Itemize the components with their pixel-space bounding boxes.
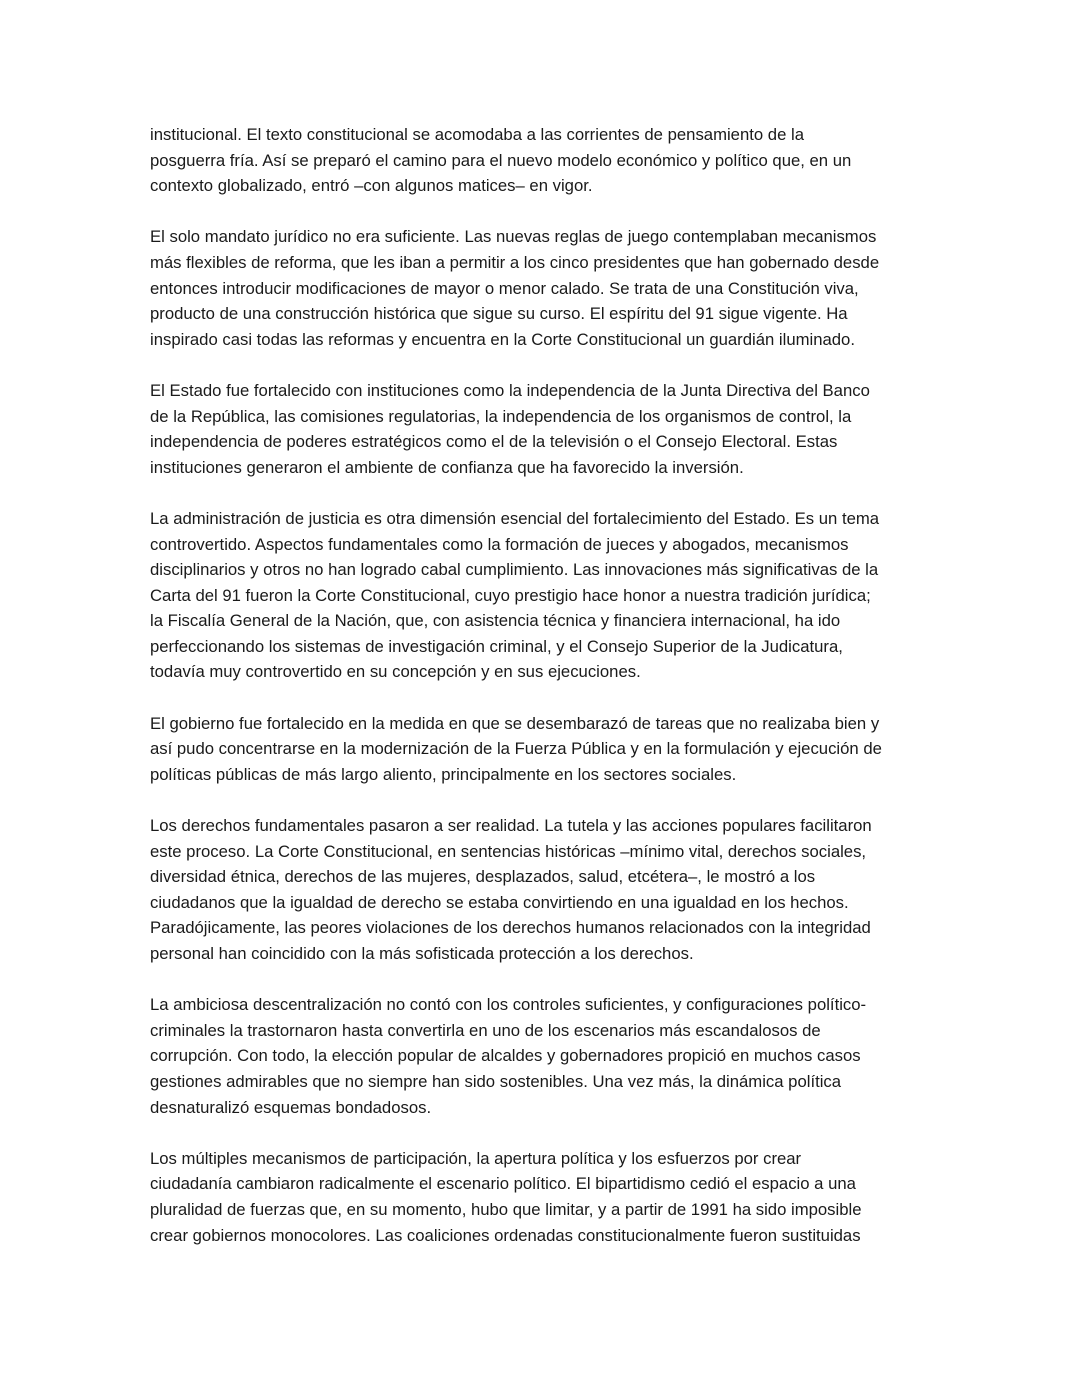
document-page: [150, 122, 940, 1274]
text-line: controvertido. Aspectos fundamentales como la formación de jueces y abogados, mecanismos: [150, 534, 849, 554]
text-line: crear gobiernos monocolores. Las coaliciones ordenadas constitucionalmente fueron sustituidas: [150, 1225, 861, 1245]
text-line: diversidad étnica, derechos de las mujeres, desplazados, salud, etcétera–, le mostró a los: [150, 867, 816, 887]
text-line: ciudadanos que la igualdad de derecho se estaba convirtiendo en una igualdad en los hechos.: [150, 892, 849, 912]
text-line: pluralidad de fuerzas que, en su momento, hubo que limitar, y a partir de 1991 ha sido imposible: [150, 1199, 862, 1219]
text-line: disciplinarios y otros no han logrado cabal cumplimiento. Las innovaciones más significativas de la: [150, 560, 879, 580]
text-line: ciudadanía cambiaron radicalmente el escenario político. El bipartidismo cedió el espacio a una: [150, 1174, 856, 1194]
text-line: El gobierno fue fortalecido en la medida en que se desembarazó de tareas que no realizaba bien y: [150, 713, 880, 733]
text-line: Los múltiples mecanismos de participación, la apertura política y los esfuerzos por crear: [150, 1148, 802, 1168]
paragraph: [150, 711, 940, 788]
text-line: criminales la trastornaron hasta convertirla en uno de los escenarios más escandalosos de: [150, 1020, 821, 1040]
text-line: Los derechos fundamentales pasaron a ser realidad. La tutela y las acciones populares facilitaron: [150, 816, 872, 836]
text-line: de la República, las comisiones regulatorias, la independencia de los organismos de control, la: [150, 406, 852, 426]
text-line: entonces introducir modificaciones de mayor o menor calado. Se trata de una Constitución viva,: [150, 278, 859, 298]
text-line: Paradójicamente, las peores violaciones de los derechos humanos relacionados con la integridad: [150, 918, 871, 938]
text-line: El Estado fue fortalecido con instituciones como la independencia de la Junta Directiva del Banco: [150, 380, 870, 400]
text-line: perfeccionando los sistemas de investigación criminal, y el Consejo Superior de la Judicatura,: [150, 636, 843, 656]
paragraph: [150, 122, 940, 199]
paragraph: [150, 1146, 940, 1248]
paragraph: [150, 224, 940, 352]
text-line: así pudo concentrarse en la modernización de la Fuerza Pública y en la formulación y ejecución de: [150, 739, 882, 759]
text-line: Carta del 91 fueron la Corte Constitucional, cuyo prestigio hace honor a nuestra tradición jurídica;: [150, 585, 871, 605]
text-line: más flexibles de reforma, que les iban a permitir a los cinco presidentes que han gobernado desde: [150, 252, 880, 272]
paragraph: [150, 378, 940, 480]
text-line: instituciones generaron el ambiente de confianza que ha favorecido la inversión.: [150, 457, 744, 477]
text-line: personal han coincidido con la más sofisticada protección a los derechos.: [150, 944, 694, 963]
text-line: inspirado casi todas las reformas y encuentra en la Corte Constitucional un guardián iluminado.: [150, 329, 855, 349]
text-line: institucional. El texto constitucional se acomodaba a las corrientes de pensamiento de la: [150, 125, 804, 144]
text-line: la Fiscalía General de la Nación, que, con asistencia técnica y financiera internacional, ha ido: [150, 611, 841, 631]
paragraph: [150, 813, 940, 967]
text-line: El solo mandato jurídico no era suficiente. Las nuevas reglas de juego contemplaban mecanismos: [150, 227, 877, 247]
text-line: contexto globalizado, entró –con algunos matices– en vigor.: [150, 176, 593, 196]
text-line: políticas públicas de más largo aliento, principalmente en los sectores sociales.: [150, 764, 737, 784]
text-line: corrupción. Con todo, la elección popular de alcaldes y gobernadores propició en muchos casos: [150, 1046, 861, 1066]
text-line: La ambiciosa descentralización no contó con los controles suficientes, y configuraciones político-: [150, 995, 867, 1015]
paragraph: [150, 506, 940, 685]
text-line: La administración de justicia es otra dimensión esencial del fortalecimiento del Estado. Es un tema: [150, 508, 880, 528]
text-line: todavía muy controvertido en su concepción y en sus ejecuciones.: [150, 662, 641, 682]
paragraph: [150, 992, 940, 1120]
text-line: producto de una construcción histórica que sigue su curso. El espíritu del 91 sigue vigente. Ha: [150, 304, 848, 324]
text-line: independencia de poderes estratégicos como el de la televisión o el Consejo Electoral. Estas: [150, 432, 838, 452]
text-line: posguerra fría. Así se preparó el camino para el nuevo modelo económico y político que, en un: [150, 150, 852, 170]
text-line: este proceso. La Corte Constitucional, en sentencias históricas –mínimo vital, derechos sociales,: [150, 841, 867, 861]
text-line: gestiones admirables que no siempre han sido sostenibles. Una vez más, la dinámica política: [150, 1071, 842, 1091]
text-line: desnaturalizó esquemas bondadosos.: [150, 1097, 432, 1117]
